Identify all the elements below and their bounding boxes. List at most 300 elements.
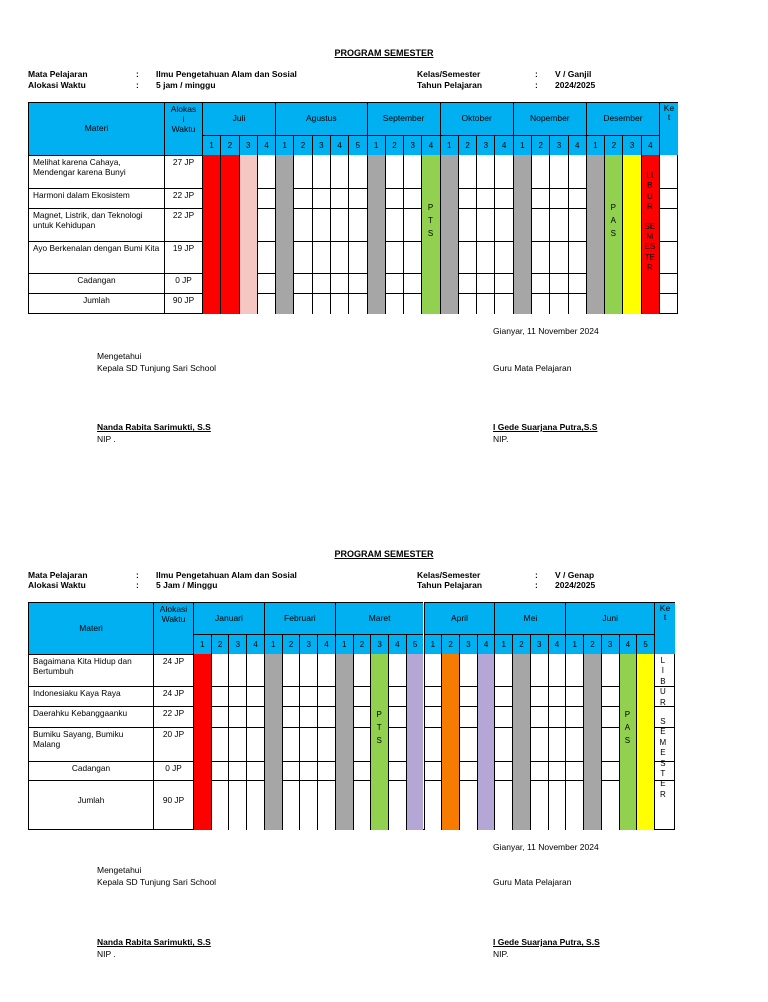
sheet2-guru-name: I Gede Suarjana Putra, S.S bbox=[493, 937, 600, 947]
week-column bbox=[530, 654, 548, 830]
sheet1-mapel-value: Ilmu Pengetahuan Alam dan Sosial bbox=[156, 69, 297, 79]
grid-line bbox=[257, 293, 275, 294]
grid-line bbox=[565, 686, 583, 687]
grid-line bbox=[459, 761, 477, 762]
materi-header: Materi bbox=[28, 102, 164, 155]
week-number: 1 bbox=[193, 634, 211, 654]
week-column bbox=[257, 155, 275, 314]
sheet1-mapel-colon: : bbox=[136, 69, 139, 79]
grid-line bbox=[494, 686, 512, 687]
week-column bbox=[193, 654, 211, 830]
month-header: Nopember bbox=[513, 102, 586, 135]
pts-label bbox=[370, 710, 388, 749]
week-number: 2 bbox=[385, 135, 403, 155]
grid-line bbox=[385, 273, 403, 274]
sheet1-tahun-label: Tahun Pelajaran bbox=[417, 80, 483, 90]
grid-line bbox=[293, 293, 311, 294]
sheet2-schedule-table bbox=[28, 602, 675, 830]
grid-line bbox=[211, 761, 229, 762]
week-column bbox=[403, 155, 421, 314]
table-row-materi: Indonesiaku Kaya Raya bbox=[28, 686, 153, 706]
grid-line bbox=[459, 780, 477, 781]
grid-line bbox=[282, 686, 300, 687]
week-column bbox=[565, 654, 583, 830]
grid-line bbox=[530, 686, 548, 687]
grid-line bbox=[424, 706, 442, 707]
week-number: 2 bbox=[211, 634, 229, 654]
week-number: 4 bbox=[246, 634, 264, 654]
week-column bbox=[330, 155, 348, 314]
week-number: 1 bbox=[586, 135, 604, 155]
week-column bbox=[202, 155, 220, 314]
sheet2-guru-nip: NIP. bbox=[493, 949, 509, 959]
sheet2-kepala-name: Nanda Rabita Sarimukti, S.S bbox=[97, 937, 211, 947]
week-number: 1 bbox=[513, 135, 531, 155]
grid-line bbox=[531, 188, 549, 189]
table-row-materi: Bumiku Sayang, Bumiku Malang bbox=[28, 727, 153, 761]
vertical-letter: A bbox=[624, 723, 631, 732]
vertical-letter: M bbox=[646, 231, 654, 241]
grid-line bbox=[424, 686, 442, 687]
sheet1-place-date: Gianyar, 11 November 2024 bbox=[493, 326, 599, 336]
sheet1-alokasi-label: Alokasi Waktu bbox=[28, 80, 86, 90]
week-column bbox=[228, 654, 246, 830]
table-row-alokasi: 22 JP bbox=[164, 208, 202, 241]
grid-line bbox=[476, 293, 494, 294]
week-column bbox=[583, 654, 601, 830]
vertical-letter: T bbox=[660, 768, 666, 778]
grid-line bbox=[385, 293, 403, 294]
grid-line bbox=[548, 780, 566, 781]
grid-line bbox=[530, 727, 548, 728]
libur-label bbox=[641, 171, 659, 274]
week-column bbox=[348, 155, 366, 314]
week-column bbox=[601, 654, 619, 830]
week-number: 4 bbox=[477, 634, 495, 654]
grid-line bbox=[228, 780, 246, 781]
grid-line bbox=[282, 780, 300, 781]
grid-line bbox=[211, 780, 229, 781]
vertical-letter: P bbox=[624, 710, 631, 719]
grid-line bbox=[568, 188, 586, 189]
grid-line bbox=[601, 761, 619, 762]
vertical-letter: SE bbox=[644, 221, 656, 231]
grid-line bbox=[458, 241, 476, 242]
grid-line bbox=[348, 293, 366, 294]
grid-line bbox=[494, 780, 512, 781]
table-row-alokasi: 22 JP bbox=[164, 188, 202, 208]
sheet2-mapel-colon: : bbox=[136, 570, 139, 580]
sheet2-tahun-label: Tahun Pelajaran bbox=[417, 580, 483, 590]
grid-line bbox=[403, 273, 421, 274]
week-number: 4 bbox=[548, 634, 566, 654]
week-column bbox=[441, 654, 459, 830]
sheet2-alokasi-value: 5 Jam / Minggu bbox=[156, 580, 218, 590]
pas-label bbox=[619, 710, 637, 749]
week-number: 3 bbox=[530, 634, 548, 654]
month-header: Agustus bbox=[275, 102, 366, 135]
week-column bbox=[388, 654, 406, 830]
grid-line bbox=[317, 686, 335, 687]
week-number: 2 bbox=[512, 634, 530, 654]
grid-line bbox=[246, 727, 264, 728]
sheet1-tahun-colon: : bbox=[535, 80, 538, 90]
alokasi-waktu-header: Alokas i Waktu bbox=[164, 102, 202, 155]
grid-line bbox=[659, 293, 678, 294]
week-number: 2 bbox=[220, 135, 238, 155]
vertical-letter: R bbox=[659, 697, 666, 707]
vertical-letter: TE bbox=[644, 252, 655, 262]
grid-line bbox=[494, 727, 512, 728]
vertical-letter: T bbox=[376, 723, 382, 732]
grid-line bbox=[549, 188, 567, 189]
table-row-alokasi: 27 JP bbox=[164, 155, 202, 188]
week-column bbox=[476, 155, 494, 314]
grid-line bbox=[246, 706, 264, 707]
grid-line bbox=[257, 241, 275, 242]
grid-line bbox=[312, 188, 330, 189]
week-number: 3 bbox=[601, 634, 619, 654]
week-number: 3 bbox=[549, 135, 567, 155]
grid-line bbox=[568, 293, 586, 294]
grid-line bbox=[299, 761, 317, 762]
vertical-letter: B bbox=[647, 181, 653, 191]
grid-line bbox=[565, 706, 583, 707]
ket-header: Ke t bbox=[659, 102, 678, 155]
grid-line bbox=[299, 686, 317, 687]
week-number: 2 bbox=[458, 135, 476, 155]
sheet2-kepala-nip: NIP . bbox=[97, 949, 116, 959]
table-row-materi: Jumlah bbox=[28, 780, 153, 830]
grid-line bbox=[548, 706, 566, 707]
table-row-materi: Ayo Berkenalan dengan Bumi Kita bbox=[28, 241, 164, 273]
grid-line bbox=[317, 727, 335, 728]
grid-line bbox=[458, 208, 476, 209]
grid-line bbox=[458, 273, 476, 274]
week-column bbox=[246, 654, 264, 830]
grid-line bbox=[530, 780, 548, 781]
table-row-alokasi: 19 JP bbox=[164, 241, 202, 273]
materi-header: Materi bbox=[28, 602, 153, 654]
grid-line bbox=[317, 780, 335, 781]
vertical-letter: E bbox=[660, 779, 666, 789]
grid-line bbox=[568, 273, 586, 274]
vertical-letter: U bbox=[659, 687, 666, 697]
month-header: Februari bbox=[264, 602, 335, 634]
vertical-letter: S bbox=[624, 736, 631, 745]
grid-line bbox=[549, 273, 567, 274]
month-header: Januari bbox=[193, 602, 264, 634]
grid-line bbox=[494, 293, 512, 294]
week-number: 3 bbox=[476, 135, 494, 155]
sheet2-tahun-colon: : bbox=[535, 580, 538, 590]
week-column bbox=[211, 654, 229, 830]
grid-line bbox=[476, 273, 494, 274]
week-column bbox=[459, 654, 477, 830]
grid-line bbox=[211, 686, 229, 687]
week-number: 5 bbox=[406, 634, 424, 654]
week-column bbox=[636, 654, 654, 830]
grid-line bbox=[257, 208, 275, 209]
grid-line bbox=[568, 208, 586, 209]
grid-line bbox=[330, 188, 348, 189]
grid-line bbox=[299, 780, 317, 781]
vertical-letter: R bbox=[646, 202, 653, 212]
grid-line bbox=[494, 241, 512, 242]
week-number: 2 bbox=[282, 634, 300, 654]
grid-line bbox=[388, 727, 406, 728]
grid-line bbox=[385, 208, 403, 209]
grid-line bbox=[565, 761, 583, 762]
week-column bbox=[477, 654, 495, 830]
sheet1-guru-name: I Gede Suarjana Putra,S.S bbox=[493, 422, 598, 432]
table-row-alokasi: 0 JP bbox=[153, 761, 193, 780]
week-column bbox=[367, 155, 385, 314]
week-number: 4 bbox=[494, 135, 512, 155]
grid-line bbox=[246, 780, 264, 781]
grid-line bbox=[549, 241, 567, 242]
week-column bbox=[440, 155, 458, 314]
sheet1-alokasi-colon: : bbox=[136, 80, 139, 90]
grid-line bbox=[299, 727, 317, 728]
sheet2-place-date: Gianyar, 11 November 2024 bbox=[493, 842, 599, 852]
vertical-letter: M bbox=[659, 737, 667, 747]
vertical-letter: S bbox=[610, 229, 616, 238]
sheet2-guru-title: Guru Mata Pelajaran bbox=[493, 877, 572, 887]
week-column bbox=[424, 654, 442, 830]
grid-line bbox=[548, 727, 566, 728]
grid-line bbox=[530, 706, 548, 707]
grid-line bbox=[388, 706, 406, 707]
week-number: 4 bbox=[641, 135, 659, 155]
grid-line bbox=[565, 780, 583, 781]
grid-line bbox=[348, 208, 366, 209]
grid-line bbox=[353, 780, 371, 781]
week-number: 2 bbox=[531, 135, 549, 155]
week-column bbox=[494, 654, 512, 830]
week-number: 5 bbox=[348, 135, 366, 155]
grid-line bbox=[494, 208, 512, 209]
month-header: Mei bbox=[494, 602, 565, 634]
month-header: Juni bbox=[565, 602, 654, 634]
sheet1-title: PROGRAM SEMESTER bbox=[334, 48, 434, 58]
grid-line bbox=[211, 706, 229, 707]
table-row-materi: Cadangan bbox=[28, 273, 164, 293]
grid-line bbox=[549, 293, 567, 294]
vertical-letter: T bbox=[428, 216, 433, 225]
sheet1-mapel-label: Mata Pelajaran bbox=[28, 69, 88, 79]
week-number: 2 bbox=[604, 135, 622, 155]
grid-line bbox=[330, 293, 348, 294]
week-column bbox=[282, 654, 300, 830]
week-column bbox=[299, 654, 317, 830]
grid-line bbox=[246, 686, 264, 687]
week-number: 3 bbox=[239, 135, 257, 155]
grid-line bbox=[424, 727, 442, 728]
week-number: 1 bbox=[424, 634, 442, 654]
week-number: 3 bbox=[228, 634, 246, 654]
grid-line bbox=[388, 761, 406, 762]
grid-line bbox=[348, 241, 366, 242]
grid-line bbox=[548, 761, 566, 762]
grid-line bbox=[353, 761, 371, 762]
grid-line bbox=[282, 761, 300, 762]
week-column bbox=[548, 654, 566, 830]
pas-label bbox=[604, 203, 622, 242]
grid-line bbox=[330, 273, 348, 274]
table-row-alokasi: 20 JP bbox=[153, 727, 193, 761]
grid-line bbox=[353, 686, 371, 687]
week-number: 4 bbox=[568, 135, 586, 155]
week-column bbox=[512, 654, 530, 830]
grid-line bbox=[388, 686, 406, 687]
grid-line bbox=[403, 208, 421, 209]
grid-line bbox=[459, 686, 477, 687]
vertical-letter: S bbox=[376, 736, 382, 745]
grid-line bbox=[312, 241, 330, 242]
grid-line bbox=[282, 727, 300, 728]
week-number: 1 bbox=[440, 135, 458, 155]
pts-label bbox=[421, 203, 439, 242]
grid-line bbox=[458, 293, 476, 294]
week-number: 4 bbox=[317, 634, 335, 654]
vertical-letter: R bbox=[646, 263, 653, 273]
sheet2-kelas-value: V / Genap bbox=[555, 570, 595, 580]
week-column bbox=[549, 155, 567, 314]
table-row-alokasi: 0 JP bbox=[164, 273, 202, 293]
grid-line bbox=[385, 188, 403, 189]
grid-line bbox=[476, 208, 494, 209]
week-column bbox=[293, 155, 311, 314]
table-row-materi: Melihat karena Cahaya, Mendengar karena Bunyi bbox=[28, 155, 164, 188]
sheet2-kelas-label: Kelas/Semester bbox=[417, 570, 481, 580]
grid-line bbox=[459, 706, 477, 707]
week-number: 1 bbox=[367, 135, 385, 155]
week-number: 4 bbox=[421, 135, 439, 155]
sheet2-alokasi-colon: : bbox=[136, 580, 139, 590]
sheet1-alokasi-value: 5 jam / minggu bbox=[156, 80, 216, 90]
sheet2-kepala-title: Kepala SD Tunjung Sari School bbox=[97, 877, 217, 887]
week-column bbox=[458, 155, 476, 314]
grid-line bbox=[659, 208, 678, 209]
week-number: 2 bbox=[293, 135, 311, 155]
week-column bbox=[353, 654, 371, 830]
grid-line bbox=[211, 727, 229, 728]
grid-line bbox=[458, 188, 476, 189]
week-column bbox=[568, 155, 586, 314]
vertical-letter: LI bbox=[646, 171, 654, 180]
vertical-letter: R bbox=[659, 789, 666, 799]
grid-line bbox=[476, 241, 494, 242]
week-number: 1 bbox=[565, 634, 583, 654]
sheet1-kelas-value: V / Ganjil bbox=[555, 69, 592, 79]
week-number: 2 bbox=[583, 634, 601, 654]
grid-line bbox=[476, 188, 494, 189]
grid-line bbox=[601, 727, 619, 728]
grid-line bbox=[317, 761, 335, 762]
grid-line bbox=[330, 241, 348, 242]
week-column bbox=[622, 155, 640, 314]
grid-line bbox=[659, 273, 678, 274]
grid-line bbox=[257, 188, 275, 189]
table-row-materi: Harmoni dalam Ekosistem bbox=[28, 188, 164, 208]
table-row-alokasi: 22 JP bbox=[153, 706, 193, 727]
grid-line bbox=[293, 273, 311, 274]
table-row-alokasi: 24 JP bbox=[153, 686, 193, 706]
grid-line bbox=[257, 273, 275, 274]
grid-line bbox=[424, 761, 442, 762]
week-number: 3 bbox=[370, 634, 388, 654]
grid-line bbox=[565, 727, 583, 728]
sheet2-alokasi-label: Alokasi Waktu bbox=[28, 580, 86, 590]
week-column bbox=[406, 654, 424, 830]
ket-header: Ke t bbox=[654, 602, 675, 654]
week-column bbox=[317, 654, 335, 830]
week-number: 3 bbox=[403, 135, 421, 155]
grid-line bbox=[531, 293, 549, 294]
week-number: 1 bbox=[494, 634, 512, 654]
sheet1-guru-nip: NIP. bbox=[493, 434, 509, 444]
table-row-materi: Bagaimana Kita Hidup dan Bertumbuh bbox=[28, 654, 153, 686]
table-row-alokasi: 90 JP bbox=[164, 293, 202, 314]
vertical-letter: E bbox=[660, 727, 666, 737]
sheet1-kelas-label: Kelas/Semester bbox=[417, 69, 481, 79]
week-number: 2 bbox=[441, 634, 459, 654]
week-number: 3 bbox=[622, 135, 640, 155]
table-row-materi: Magnet, Listrik, dan Teknologi untuk Kehidupan bbox=[28, 208, 164, 241]
month-header: Oktober bbox=[440, 102, 513, 135]
grid-line bbox=[293, 241, 311, 242]
week-number: 4 bbox=[619, 634, 637, 654]
grid-line bbox=[353, 727, 371, 728]
libur-label bbox=[654, 656, 672, 800]
grid-line bbox=[459, 727, 477, 728]
grid-line bbox=[531, 208, 549, 209]
month-header: Desember bbox=[586, 102, 659, 135]
vertical-letter: B bbox=[660, 676, 666, 686]
month-header: Maret bbox=[335, 602, 424, 634]
grid-line bbox=[293, 208, 311, 209]
grid-line bbox=[424, 780, 442, 781]
grid-line bbox=[494, 273, 512, 274]
week-column bbox=[275, 155, 293, 314]
week-number: 1 bbox=[275, 135, 293, 155]
sheet2-title: PROGRAM SEMESTER bbox=[334, 549, 434, 559]
sheet2-mengetahui: Mengetahui bbox=[97, 865, 142, 875]
week-number: 1 bbox=[335, 634, 353, 654]
sheet1-schedule-table bbox=[28, 102, 678, 314]
week-number: 3 bbox=[299, 634, 317, 654]
vertical-letter: P bbox=[427, 203, 434, 212]
week-column bbox=[312, 155, 330, 314]
month-header: September bbox=[367, 102, 440, 135]
grid-line bbox=[228, 686, 246, 687]
vertical-letter: E bbox=[660, 748, 666, 758]
week-number: 1 bbox=[202, 135, 220, 155]
sheet1-kepala-title: Kepala SD Tunjung Sari School bbox=[97, 363, 217, 373]
week-column bbox=[385, 155, 403, 314]
grid-line bbox=[494, 188, 512, 189]
grid-line bbox=[659, 188, 678, 189]
table-row-alokasi: 24 JP bbox=[153, 654, 193, 686]
vertical-letter: P bbox=[610, 203, 616, 212]
grid-line bbox=[228, 761, 246, 762]
sheet1-kelas-colon: : bbox=[535, 69, 538, 79]
week-column bbox=[264, 654, 282, 830]
grid-line bbox=[494, 761, 512, 762]
grid-line bbox=[601, 780, 619, 781]
alokasi-waktu-header: Alokasi Waktu bbox=[153, 602, 193, 654]
